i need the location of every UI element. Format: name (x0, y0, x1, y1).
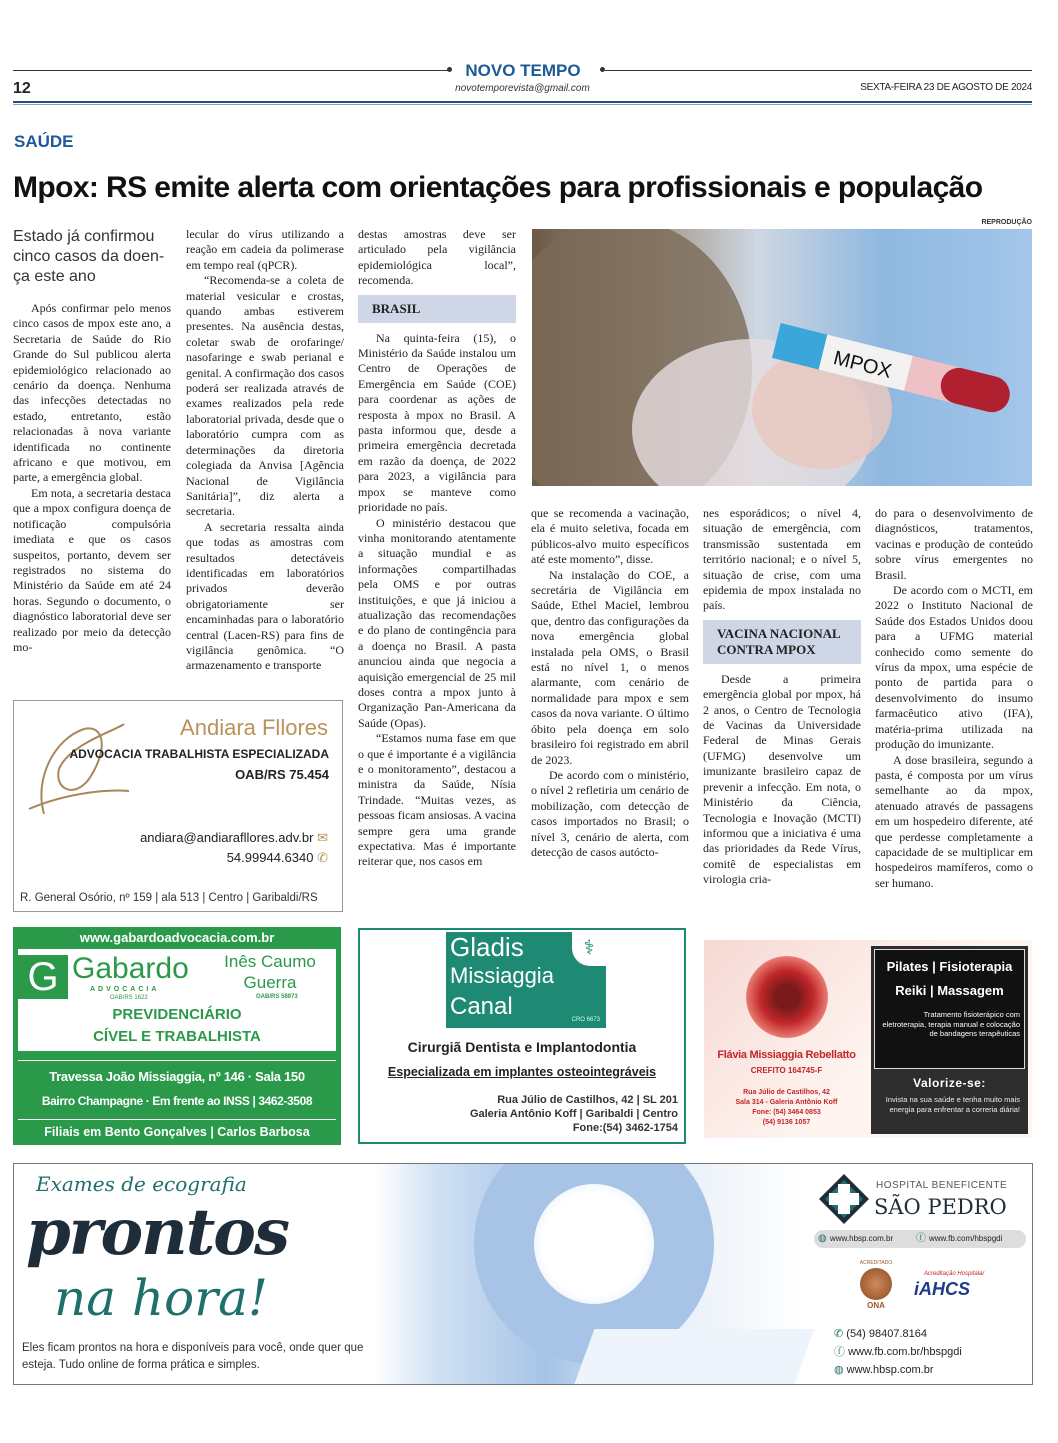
mpox-test-tube-illustration (532, 229, 1032, 486)
flavia-address-2: Sala 314 - Galeria Antônio Koff (735, 1099, 838, 1106)
article-headline: Mpox: RS emite alerta com orientações para profissionais e população (13, 171, 983, 204)
ad-gabardo-advocacia[interactable] (13, 927, 341, 1145)
hospital-website[interactable] (834, 1362, 933, 1378)
iahcs-mark: iAHCS (914, 1279, 971, 1299)
lawyer-specialty: ADVOCACIA TRABALHISTA ESPECIALIZADA (69, 747, 329, 761)
paragraph: De acordo com o MCTI, em 2022 o Instituto Nacional de Saúde dos Estados Unidos doou para a UFMG material conhecido como semente do vírus da mpox, uma espécie de ponto de partida para o desenvolvimento do insumo farmacêutico ativo (IFA), matéria-prima utilizada na produção do imunizante. (875, 583, 1033, 752)
flavia-slogan-text: Invista na sua saúde e tenha muito mais energia para enfrentar a correria diária! (885, 1095, 1020, 1114)
article-column-2 (186, 227, 344, 674)
paragraph: A secretaria ressalta ainda que todas as amostras com resultados detectáveis identificadas em laboratórios privados deverão obrigatoriamente ser encaminhadas para o laboratório central (Lacen-RS) para fins de vigilância genômica. “O armazenamento e transporte (186, 519, 344, 673)
gabardo-address-1: Travessa João Missiaggia, nº 146 · Sala 150 (49, 1069, 305, 1084)
mri-table (574, 1329, 815, 1385)
mail-icon: ✉ (317, 830, 328, 845)
gladis-cro: CRO 6673 (571, 1017, 600, 1023)
whatsapp-icon: ✆ (834, 1328, 844, 1340)
gladis-line-1: Gladis (450, 932, 524, 962)
gladis-logo-panel (446, 932, 606, 1028)
iahcs-sub: Acreditação Hospitalar (924, 1271, 985, 1277)
subheading-vacina: VACINA NACIONAL CONTRA MPOX (703, 620, 861, 664)
gladis-address-2: Galeria Antônio Koff | Garibaldi | Centro (469, 1108, 678, 1120)
divider (18, 1119, 336, 1120)
fb-pill-text[interactable]: www.fb.com/hbspgdi (929, 1234, 1003, 1243)
article-column-5 (703, 506, 861, 888)
paragraph: Após confirmar pelo menos cinco casos de mpox este ano, a Secretaria de Saúde do Rio Grande do Sul publicou alerta epidemiológico relacionado ao cenário da doença. Nenhuma das infecções detectadas no estado, entretanto, estão relacionadas à nova variante identificada no continente africano e que motivou, em parte, a emergência global. (13, 301, 171, 485)
flavia-description: Tratamento fisioterápico com eletroterapia, terapia manual e colocação de bandagens terapêuticas (882, 1010, 1020, 1038)
subheading-brasil: BRASIL (358, 295, 516, 323)
gabardo-area-2: CÍVEL E TRABALHISTA (93, 1028, 261, 1045)
hospital-phone[interactable] (834, 1326, 927, 1342)
signature-logo-icon (24, 719, 134, 829)
facebook-icon: ⓕ (916, 1233, 926, 1244)
flavia-phone-2[interactable]: (54) 9136 1057 (762, 1119, 811, 1126)
section-label: SAÚDE (14, 132, 74, 151)
hospital-facebook[interactable] (834, 1344, 962, 1360)
header-dot-left (447, 67, 452, 72)
header-divider (13, 101, 1032, 103)
hospital-cross-logo-icon (819, 1174, 869, 1224)
gabardo-oab: OAB/RS 1622 (110, 995, 148, 1001)
article-column-4 (531, 506, 689, 860)
hospital-body: Eles ficam prontos na hora e disponíveis para você, onde quer que esteja. Tudo online de forma prática e simples. (22, 1342, 364, 1371)
page-number: 12 (13, 80, 31, 97)
paragraph: Em nota, a secretaria destaca que a mpox configura doença de notificação compulsória imediata e que os casos suspeitos, portanto, devem ser registrados no sistema do Ministério da Saúde em até 24 horas. Segundo o documento, o diagnóstico laboratorial deve ser realizado por meio da detecção mo- (13, 485, 171, 654)
globe-icon: ◍ (818, 1233, 827, 1244)
article-column-1 (13, 227, 171, 655)
gabardo-area-1: PREVIDENCIÁRIO (112, 1006, 242, 1023)
ad-gladis-missiaggia[interactable] (358, 928, 686, 1144)
paragraph: O ministério destacou que vinha monitorando atentamente a situação mundial e as informações compartilhadas pela OMS e por outras instituições, e que já iniciou a atualização das recomendações e do plano de contingência para a doença no Brasil. A pasta anunciou ainda que negocia a aquisição emergencial de 25 mil doses contra a mpox junto à Organização Pan-Americana da Saúde (Opas). (358, 515, 516, 730)
flavia-name: Flávia Missiaggia Rebellatto (717, 1049, 856, 1061)
gabardo-brand-sub: ADVOCACIA (90, 986, 160, 993)
paragraph: Na quinta-feira (15), o Ministério da Saúde instalou um Centro de Operações de Emergência em Saúde (COE) para coordenar as ações de resposta à mpox no Brasil. A pasta informou que, desde a primeira emergência decretada em razão da doença, de 2022 para 2023, a vigilância para mpox se manteve como prioridade no país. (358, 330, 516, 515)
flavia-phone-1[interactable]: Fone: (54) 3464 0853 (752, 1109, 821, 1116)
divider (18, 1060, 336, 1061)
hospital-name-small: HOSPITAL BENEFICENTE (876, 1180, 1008, 1191)
gabardo-white-panel (18, 949, 336, 1051)
facebook-icon: ⓕ (834, 1346, 845, 1358)
publication-email[interactable]: novotemporevista@gmail.com (455, 83, 590, 94)
flavia-slogan: Valorize-se: (913, 1076, 986, 1090)
paragraph: do para o desenvolvimento de diagnósticos, tratamentos, vacinas e produção de conteúdo sobre vírus emergentes no Brasil. (875, 506, 1033, 582)
article-column-6 (875, 506, 1033, 891)
paragraph: “Estamos numa fase em que o que é importante é a vigilância e o monitoramento”, destacou a ministra da Saúde, Nísia Trindade. “Muitas vezes, as pessoas ficam ansiosas. A vacina sempre gera uma grande expectativa. Mas é importante reiterar que, nos casos em (358, 731, 516, 869)
header-divider-thin (13, 104, 1032, 105)
ona-top: ACREDITADO (859, 1260, 893, 1266)
flavia-services-1: Pilates | Fisioterapia (886, 959, 1013, 974)
gladis-address-1: Rua Júlio de Castilhos, 42 | SL 201 (497, 1094, 678, 1106)
hospital-name-big: SÃO PEDRO (874, 1195, 1007, 1219)
lawyer-address: R. General Osório, nº 159 | ala 513 | Centro | Garibaldi/RS (20, 892, 318, 904)
publication-name: NOVO TEMPO (465, 61, 581, 80)
ona-label: ONA (867, 1301, 885, 1310)
phone-text: 54.99944.6340 (226, 850, 314, 865)
gabardo-branches: Filiais em Bento Gonçalves | Carlos Barbosa (44, 1125, 310, 1139)
whatsapp-icon: ✆ (317, 850, 328, 865)
gladis-specialty: Especializada em implantes osteointegráveis (387, 1065, 657, 1079)
gabardo-lawyer-oab: OAB/RS 58973 (256, 994, 298, 1000)
gabardo-lawyer: Inês Caumo Guerra (224, 952, 316, 992)
header-rule-right (605, 70, 1032, 71)
lawyer-phone[interactable] (227, 849, 328, 866)
paragraph: “Recomenda-se a coleta de material vesicular e crostas, quando ambas estiverem presentes. Na ausência destas, coletar swab de orofaringe/ nasofaringe e swab perianal e genital. A confirmação dos casos poderá ser realizada através de exames realizados pela rede laboratorial privada, desde que o laboratório cumpra com as determinações da diretoria colegiada da Anvisa [Agência Nacional de Vigilância Sanitária]”, diz alerta a secretaria. (186, 273, 344, 519)
paragraph: Na instalação do COE, a secretária de Vigilância em Saúde, Ethel Maciel, lembrou que, dentro das configurações da nova emergência global instalada pela OMS, o Brasil está no nível 1, o menos alarmante, com cenário de normalidade para mpox e sem casos da nova variante. O último óbito pela doença em solo brasileiro foi registrado em abril de 2023. (531, 567, 689, 767)
paragraph: que se recomenda a vacinação, ela é muito seletiva, focada em públicos-alvo muito específicos até este momento”, disse. (531, 506, 689, 567)
gladis-phone[interactable]: Fone:(54) 3462-1754 (572, 1122, 678, 1134)
paragraph: De acordo com o ministério, o nível 2 refletiria um cenário de mobilização, com detecção de casos importados no Brasil; o nível 3, cenário de alerta, com detecção de casos autócto- (531, 767, 689, 859)
issue-date: SEXTA-FEIRA 23 DE AGOSTO DE 2024 (860, 82, 1032, 93)
lawyer-oab: OAB/RS 75.454 (235, 767, 329, 782)
hospital-links-pill (814, 1230, 1026, 1248)
ona-seal (852, 1260, 900, 1320)
iahcs-logo (914, 1270, 1014, 1300)
flavia-services-panel (871, 946, 1028, 1134)
article-photo (532, 229, 1032, 486)
lawyer-name: Andiara Fllores (180, 715, 328, 740)
site-pill-text[interactable]: www.hbsp.com.br (830, 1234, 894, 1243)
ona-medal-icon (860, 1268, 892, 1300)
paragraph: A dose brasileira, segundo a pasta, é composta por um vírus semelhante ao da mpox, atenuado através de passagens em um hospedeiro diferente, até que perdesse completamente a capacidade de se multiplicar em hospedeiros mamíferos, como o ser humano. (875, 752, 1033, 890)
gabardo-url[interactable]: www.gabardoadvocacia.com.br (79, 930, 275, 945)
flavia-services-2: Reiki | Massagem (895, 983, 1004, 998)
paragraph: nes esporádicos; o nível 4, situação de emergência, com transmissão sustentada em território nacional; e o nível 5, situação de crise, com uma epidemia de mpox instalada no país. (703, 506, 861, 613)
article-column-3 (358, 227, 516, 870)
email-text: andiara@andiarafllores.adv.br (140, 830, 314, 845)
flavia-crefito: CREFITO 164745-F (750, 1066, 823, 1075)
tooth-implant-icon: ⚕ (572, 932, 606, 966)
gladis-title: Cirurgiã Dentista e Implantodontia (407, 1039, 637, 1055)
paragraph: Desde a primeira emergência global por mpox, há 2 anos, o Centro de Tecnologia de Vacinas da Universidade Federal de Minas Gerais (UFMG) desenvolve um imunizante brasileiro capaz de prevenir a infecção. Em nota, o Ministério da Ciência, Tecnologia e Inovação (MCTI) informou que a iniciativa é uma das prioridades da Rede Vírus, comitê de especialistas em virologia cria- (703, 671, 861, 887)
lawyer-email[interactable] (140, 829, 328, 846)
mri-opening (534, 1184, 654, 1304)
ad-andiara-fllores[interactable] (13, 700, 343, 912)
flavia-logo-icon (746, 956, 828, 1038)
paragraph: destas amostras deve ser articulado pela vigilância epidemiológica local”, recomenda. (358, 227, 516, 288)
gladis-line-3: Canal (450, 993, 513, 1020)
facebook-text: www.fb.com.br/hbspgdi (848, 1346, 962, 1358)
header-rule-left (13, 70, 450, 71)
hospital-tag: Exames de ecografia (36, 1172, 247, 1196)
photo-credit: REPRODUÇÃO (981, 219, 1032, 226)
gabardo-brand: Gabardo (72, 952, 189, 985)
ad-hospital-sao-pedro[interactable] (13, 1163, 1033, 1385)
mri-scanner-image (374, 1164, 804, 1385)
hospital-big-1: prontos (26, 1195, 288, 1270)
globe-icon: ◍ (834, 1364, 844, 1376)
flavia-address-1: Rua Júlio de Castilhos, 42 (743, 1089, 830, 1096)
phone-text: (54) 98407.8164 (846, 1328, 928, 1340)
gabardo-address-2: Bairro Champagne · Em frente ao INSS | 3462-3508 (41, 1094, 313, 1108)
tube-label: MPOX (831, 347, 894, 383)
article-subheadline: Estado já confirmou cinco casos da doen-ça este ano (13, 228, 165, 285)
website-text: www.hbsp.com.br (846, 1364, 934, 1376)
paragraph: lecular do vírus utilizando a reação em cadeia da polimerase em tempo real (qPCR). (186, 227, 344, 272)
hospital-big-2: na hora! (54, 1269, 269, 1327)
gladis-line-2: Missiaggia (450, 963, 554, 988)
ad-flavia-fisioterapia[interactable] (704, 940, 1032, 1138)
gabardo-g-logo: G (18, 955, 68, 999)
